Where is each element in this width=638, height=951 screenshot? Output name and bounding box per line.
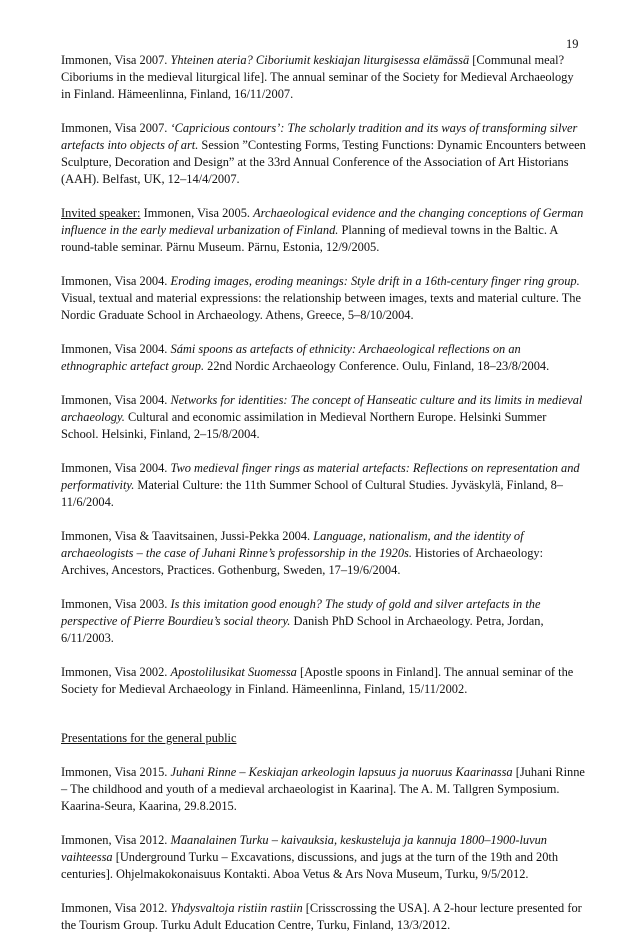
bibliography-entry	[61, 596, 586, 647]
entry-title: Maanalainen Turku – kaivauksia, keskusteluja ja kannuja 1800–1900-luvun vaihteessa	[61, 833, 547, 864]
bibliography-entry	[61, 832, 586, 883]
entry-title: Language, nationalism, and the identity of archaeologists – the case of Juhani Rinne’s professorship in the 1920s.	[61, 529, 524, 560]
entry-details: Cultural and economic assimilation in Medieval Northern Europe. Helsinki Summer School. Helsinki, Finland, 2–15/8/2004.	[61, 410, 547, 441]
entry-author-year: Immonen, Visa 2004.	[61, 342, 171, 356]
bibliography-entry	[61, 205, 586, 256]
public-presentations-list	[61, 764, 586, 934]
entry-title: Juhani Rinne – Keskiajan arkeologin lapsuus ja nuoruus Kaarinassa	[170, 765, 513, 779]
entry-title: Two medieval finger rings as material artefacts: Reflections on representation and performativity.	[61, 461, 580, 492]
bibliography-entry	[61, 392, 586, 443]
entry-details: 22nd Nordic Archaeology Conference. Oulu, Finland, 18–23/8/2004.	[204, 359, 550, 373]
page-number: 19	[566, 37, 579, 51]
entry-author-year: Immonen, Visa 2015.	[61, 765, 171, 779]
entry-title: Eroding images, eroding meanings: Style drift in a 16th-century finger ring group.	[170, 274, 580, 288]
entry-details: Visual, textual and material expressions: the relationship between images, texts and material culture. The Nordic Graduate School in Archaeology. Athens, Greece, 5–8/10/2004.	[61, 291, 581, 322]
entry-lead-label: Invited speaker:	[61, 206, 141, 220]
bibliography-entry	[61, 900, 586, 934]
entry-author-year: Immonen, Visa 2007.	[61, 121, 171, 135]
bibliography-entry	[61, 764, 586, 815]
page-content	[61, 52, 586, 951]
entry-author-year: Immonen, Visa 2004.	[61, 461, 171, 475]
entry-title: Sámi spoons as artefacts of ethnicity: Archaeological reflections on an ethnographic artefact group.	[61, 342, 521, 373]
entry-details: [Crisscrossing the USA]. A 2-hour lecture presented for the Tourism Group. Turku Adult Education Centre, Turku, Finland, 13/3/2012.	[61, 901, 582, 932]
entry-title: Archaeological evidence and the changing conceptions of German influence in the early medieval urbanization of Finland.	[61, 206, 584, 237]
bibliography-entry	[61, 664, 586, 698]
entry-details: Planning of medieval towns in the Baltic. A round-table seminar. Pärnu Museum. Pärnu, Estonia, 12/9/2005.	[61, 223, 558, 254]
bibliography-entry	[61, 528, 586, 579]
entry-author-year: Immonen, Visa 2012.	[61, 833, 171, 847]
section-heading: Presentations for the general public	[61, 731, 237, 745]
entry-author-year: Immonen, Visa 2002.	[61, 665, 171, 679]
bibliography-entry	[61, 52, 586, 103]
entry-author-year: Immonen, Visa 2007.	[61, 53, 171, 67]
entry-title: Networks for identities: The concept of Hanseatic culture and its limits in medieval archaeology.	[61, 393, 583, 424]
entry-author-year: Immonen, Visa 2004.	[61, 274, 171, 288]
presentations-list	[61, 52, 586, 698]
bibliography-entry	[61, 273, 586, 324]
entry-author-year: Immonen, Visa 2004.	[61, 393, 171, 407]
bibliography-entry	[61, 460, 586, 511]
entry-details: [Apostle spoons in Finland]. The annual seminar of the Society for Medieval Archaeology in Finland. Hämeenlinna, Finland, 15/11/2002.	[61, 665, 574, 696]
entry-author-year: Immonen, Visa 2003.	[61, 597, 171, 611]
entry-title: Is this imitation good enough? The study of gold and silver artefacts in the perspective of Pierre Bourdieu’s social theory.	[61, 597, 541, 628]
entry-title: Apostolilusikat Suomessa	[170, 665, 297, 679]
entry-details: [Juhani Rinne – The childhood and youth of a medieval archaeologist in Kaarina]. The A. M. Tallgren Symposium. Kaarina-Seura, Kaarina, 29.8.2015.	[61, 765, 585, 813]
bibliography-entry	[61, 341, 586, 375]
entry-author-year: Immonen, Visa & Taavitsainen, Jussi-Pekka 2004.	[61, 529, 314, 543]
bibliography-entry	[61, 120, 586, 188]
entry-details: Histories of Archaeology: Archives, Ancestors, Practices. Gothenburg, Sweden, 17–19/6/2004.	[61, 546, 544, 577]
entry-title: Yhteinen ateria? Ciboriumit keskiajan liturgisessa elämässä	[170, 53, 470, 67]
entry-author-year: Immonen, Visa 2005.	[140, 206, 254, 220]
entry-author-year: Immonen, Visa 2012.	[61, 901, 171, 915]
entry-title: ‘Capricious contours’: The scholarly tradition and its ways of transforming silver artefacts into objects of art.	[61, 121, 578, 152]
entry-details: [Underground Turku – Excavations, discussions, and jugs at the turn of the 19th and 20th centuries]. Ohjelmakokonaisuus Kontakti. Aboa Vetus & Ars Nova Museum, Turku, 9/5/2012.	[61, 850, 559, 881]
entry-details: [Communal meal? Ciboriums in the medieval liturgical life]. The annual seminar of the Society for Medieval Archaeology in Finland. Hämeenlinna, Finland, 16/11/2007.	[61, 53, 574, 101]
entry-details: Session ”Contesting Forms, Testing Functions: Dynamic Encounters between Sculpture, Decoration and Design” at the 33rd Annual Conference of the Association of Art Historians (AAH). Belfast, UK, 12–14/4/2007.	[61, 138, 586, 186]
entry-details: Danish PhD School in Archaeology. Petra, Jordan, 6/11/2003.	[61, 614, 544, 645]
entry-details: Material Culture: the 11th Summer School of Cultural Studies. Jyväskylä, Finland, 8–11/6/2004.	[61, 478, 564, 509]
entry-title: Yhdysvaltoja ristiin rastiin	[170, 901, 303, 915]
